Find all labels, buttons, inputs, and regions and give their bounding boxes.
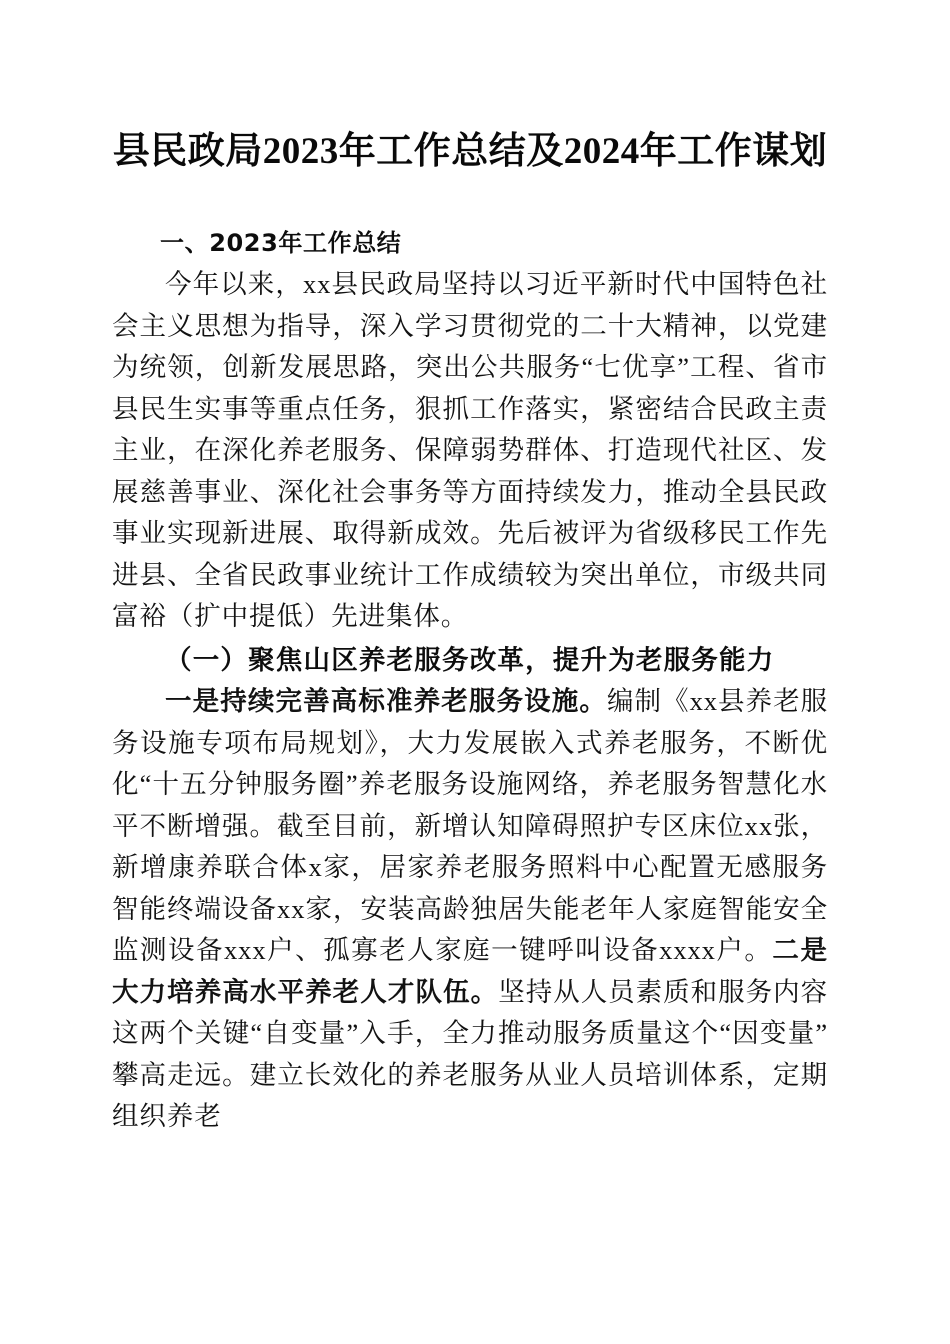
paragraph-opening: 今年以来，xx县民政局坚持以习近平新时代中国特色社会主义思想为指导，深入学习贯彻党的二十大精神，以党建为统领，创新发展思路，突出公共服务“七优享”工程、省市县民生实事等重点任务，狠抓工作落实，紧密结合民政主责主业，在深化养老服务、保障弱势群体、打造现代社区、发展慈善事业、深化社会事务等方面持续发力，推动全县民政事业实现新进展、取得新成效。先后被评为省级移民工作先进县、全省民政事业统计工作成绩较为突出单位，市级共同富裕（扩中提低）先进集体。	[112, 269, 828, 631]
section-heading-1: 一、2023年工作总结	[160, 229, 402, 257]
paragraph-lead-in-1: 一是持续完善高标准养老服务设施。	[165, 686, 608, 716]
subsection-heading-1: （一）聚焦山区养老服务改革，提升为老服务能力	[165, 644, 775, 675]
document-body	[112, 0, 828, 1138]
paragraph-text-1: 编制《xx县养老服务设施专项布局规划》，大力发展嵌入式养老服务，不断优化“十五分钟服务圈”养老服务设施网络，养老服务智慧化水平不断增强。截至目前，新增认知障碍照护专区床位xx张，新增康养联合体x家，居家养老服务照料中心配置无感服务智能终端设备xx家，安装高龄独居失能老年人家庭智能安全监测设备xxx户、孤寡老人家庭一键呼叫设备xxxx户。	[112, 686, 828, 965]
paragraph-lead-in-2: 二是大力培养高水平养老人才队伍。	[112, 935, 828, 1007]
page-title: 县民政局2023年工作总结及2024年工作谋划	[112, 131, 828, 172]
paragraph-subsection-1	[112, 681, 828, 1138]
paragraph-text-2: 坚持从人员素质和服务内容这两个关键“自变量”入手，全力推动服务质量这个“因变量”攀高走远。建立长效化的养老服务从业人员培训体系，定期组织养老	[112, 976, 828, 1131]
